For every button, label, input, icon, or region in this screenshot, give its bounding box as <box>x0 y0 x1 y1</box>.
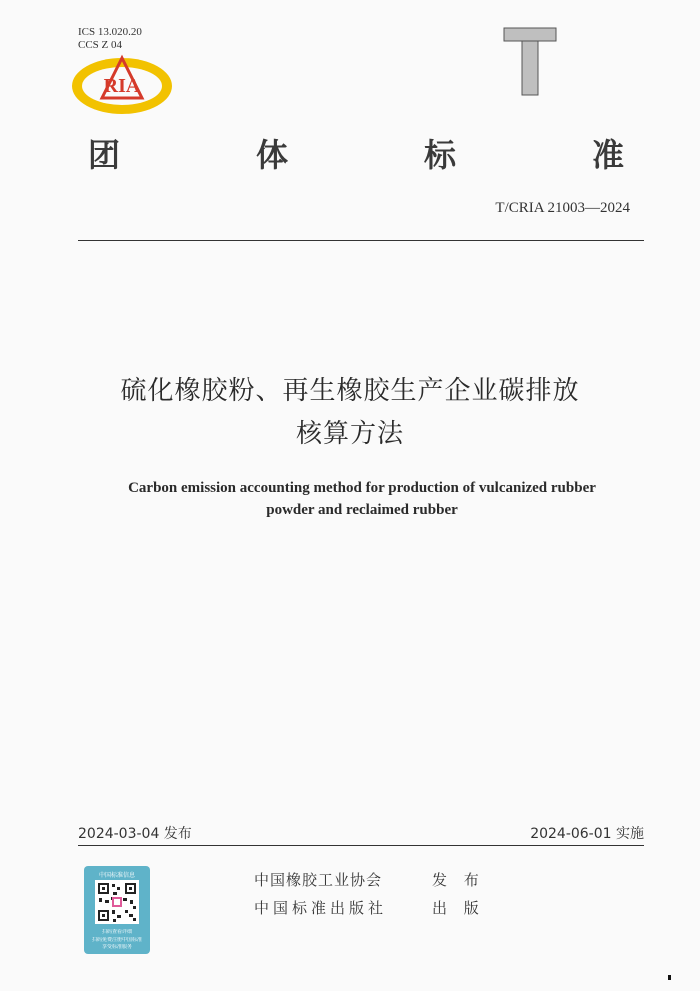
publisher-name: 中国标准出版社 <box>254 899 388 917</box>
qr-card-footer-line: 享受标准服务 <box>101 944 132 950</box>
cria-logo <box>70 52 174 116</box>
standard-type-char: 标 <box>424 136 457 174</box>
t-mark-stem <box>522 41 538 95</box>
issue-date: 2024-03-04 发布 <box>78 826 192 842</box>
english-title-line-2: powder and reclaimed rubber <box>266 502 458 518</box>
ccs-code: CCS Z 04 <box>78 39 123 51</box>
publisher-action: 出 版 <box>432 899 485 917</box>
publisher-name: 中国橡胶工业协会 <box>254 871 383 889</box>
scan-mark <box>668 975 671 980</box>
qr-code-icon <box>95 880 139 924</box>
standard-type-heading <box>88 130 638 174</box>
chinese-title-line-1: 硫化橡胶粉、再生橡胶生产企业碳排放 <box>120 376 580 406</box>
top-divider <box>78 240 644 241</box>
qr-card-footer-line: 扫码免费注册中国标准 <box>91 937 142 943</box>
qr-card-footer-line: 扫码查看详细 <box>101 929 132 935</box>
qr-code-card[interactable] <box>84 866 150 954</box>
bottom-divider <box>78 845 644 846</box>
group-standard-t-mark <box>500 22 560 98</box>
qr-card-header: 中国标准信息 <box>98 872 135 879</box>
implementation-date: 2024-06-01 实施 <box>530 826 644 842</box>
standard-type-char: 团 <box>88 136 121 174</box>
english-title-line-1: Carbon emission accounting method for production of vulcanized rubber <box>128 480 596 496</box>
classification-codes <box>78 26 142 52</box>
logo-text: RIA <box>103 75 141 97</box>
ics-code: ICS 13.020.20 <box>78 26 142 38</box>
publisher-action: 发 布 <box>432 871 485 889</box>
standard-type-char: 准 <box>592 136 625 174</box>
standard-type-char: 体 <box>256 136 289 174</box>
chinese-title-line-2: 核算方法 <box>295 419 404 449</box>
t-mark-bar <box>504 28 556 41</box>
t-mark-letter: T <box>526 74 534 85</box>
standard-number: T/CRIA 21003—2024 <box>495 200 630 216</box>
